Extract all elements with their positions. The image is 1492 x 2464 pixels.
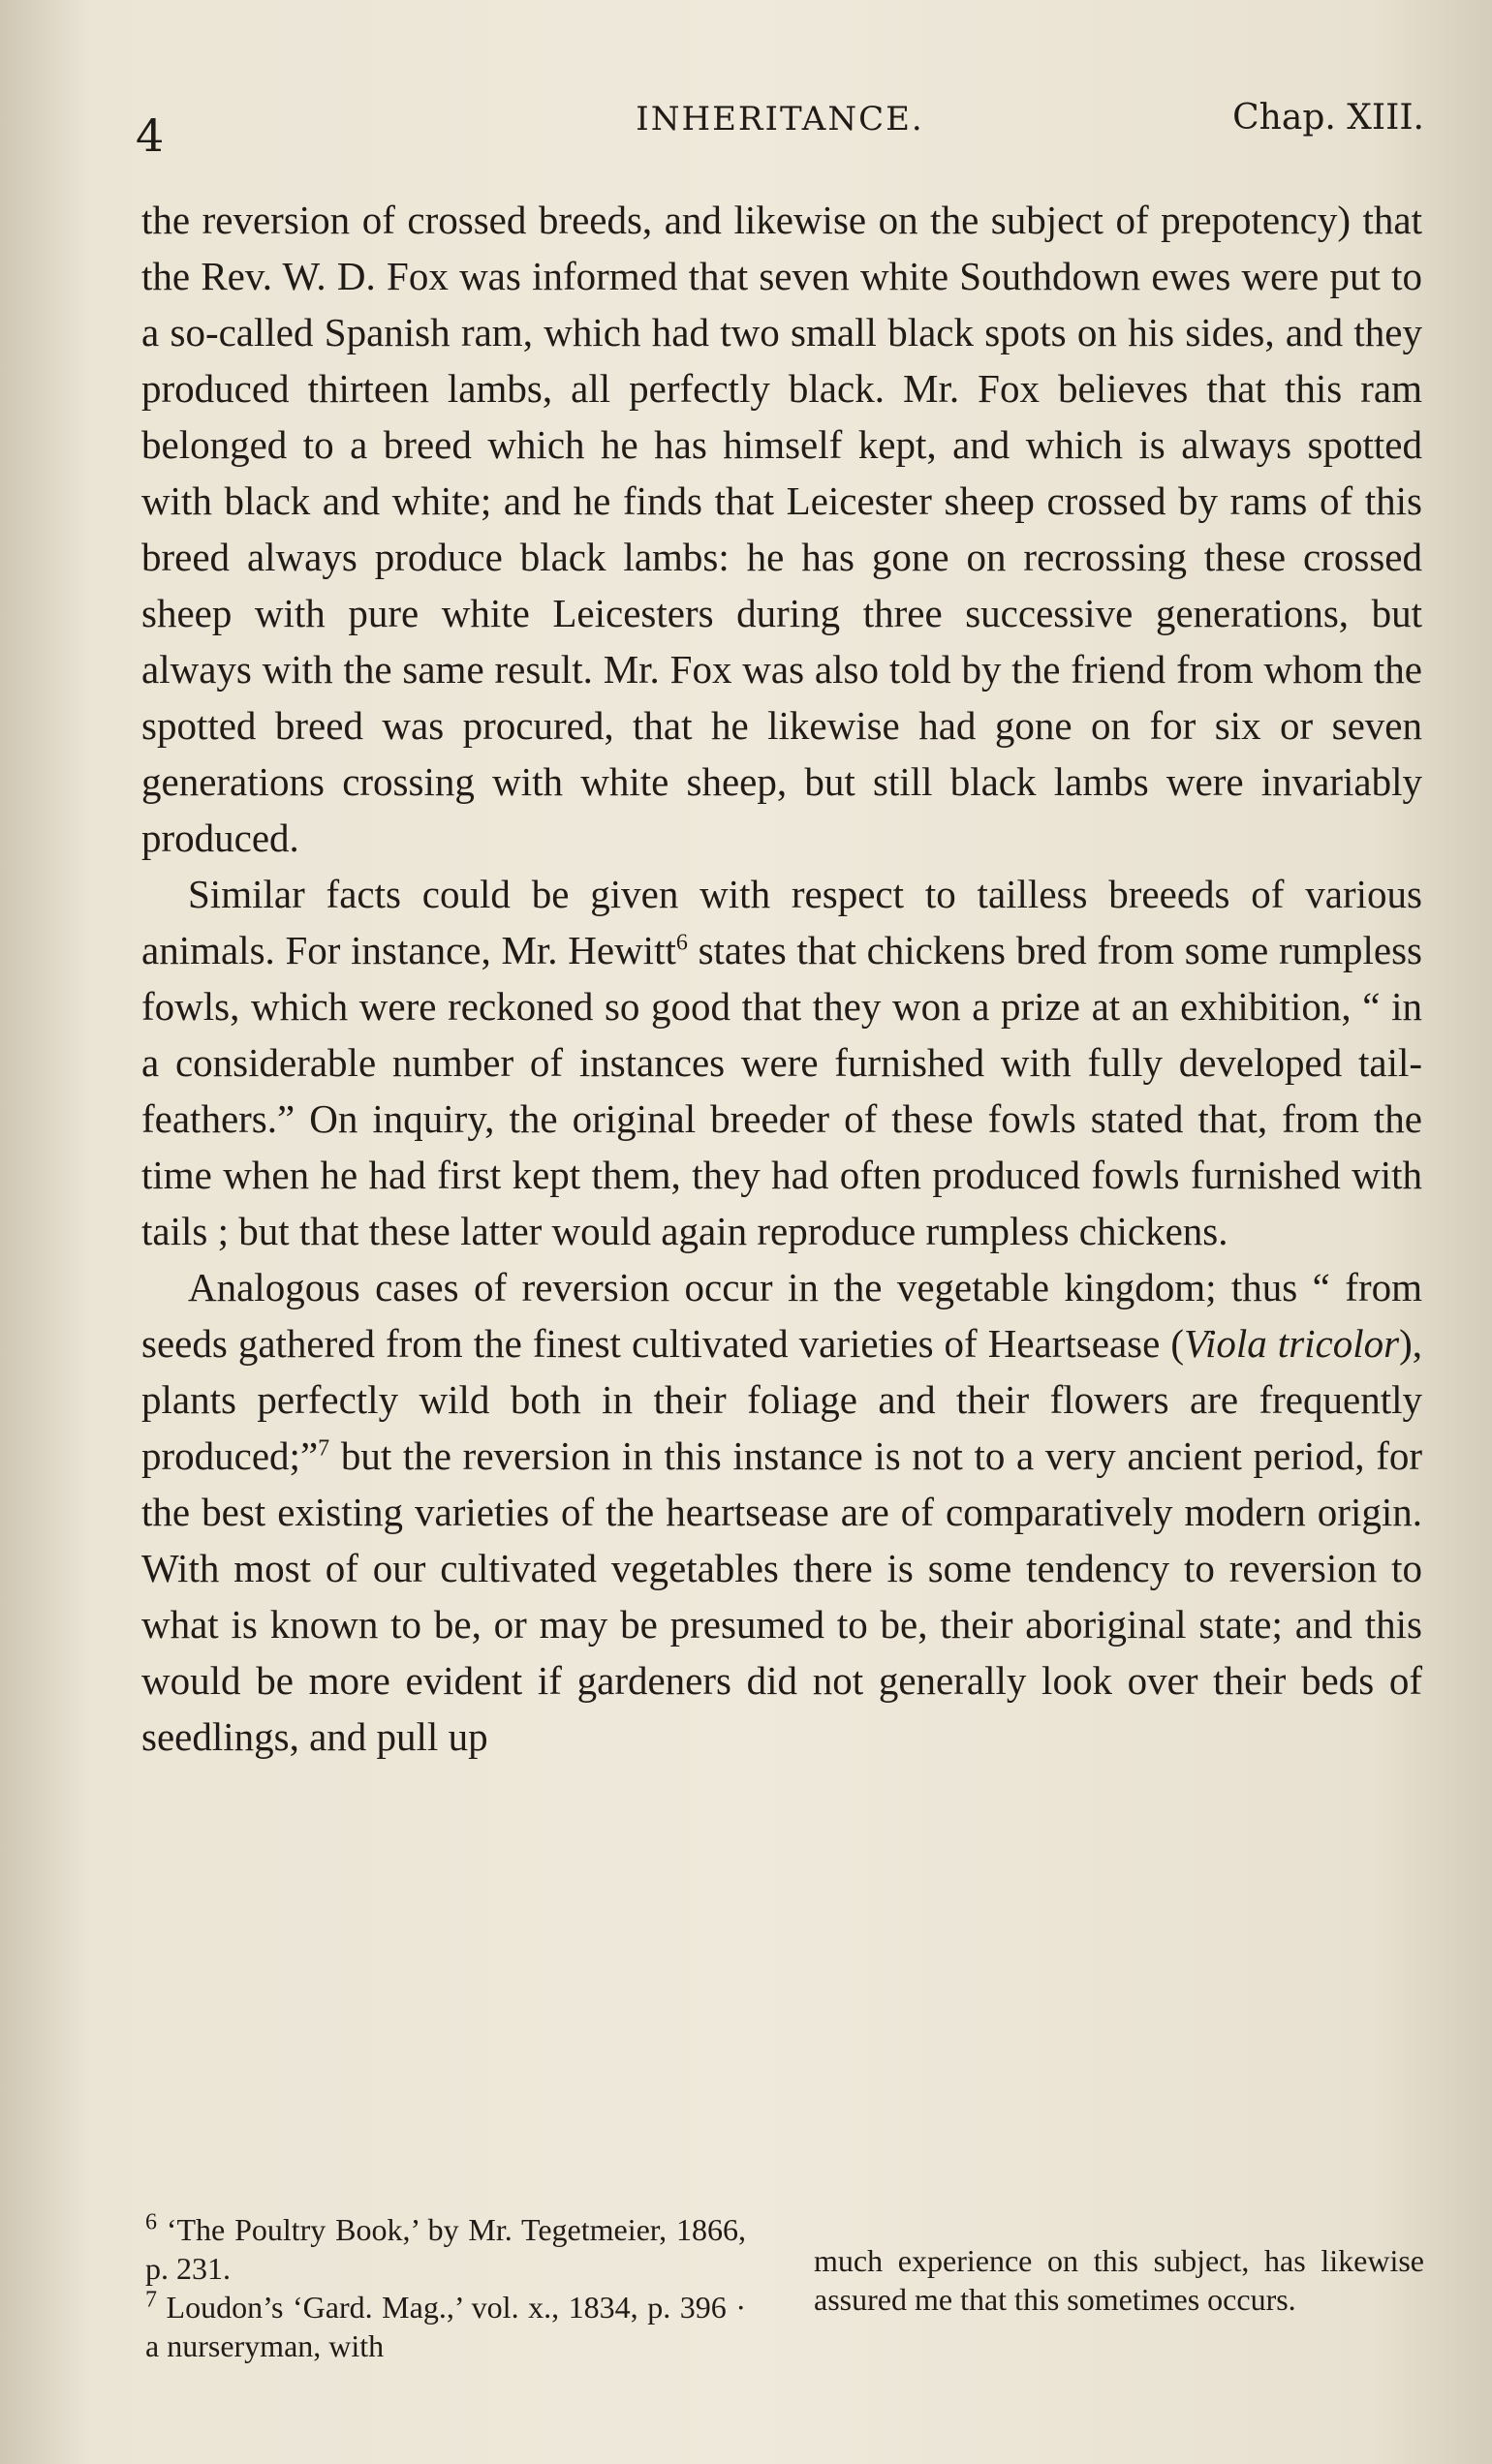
paragraph-2-text-a: Similar facts could be given with respect to tailless breeeds of various animals. For instance, Mr. Hewitt	[141, 872, 1422, 972]
footnotes-left-column	[145, 2210, 746, 2365]
species-name: Viola tricolor	[1183, 1321, 1400, 1366]
body-text	[141, 192, 1422, 1765]
paragraph-3-text-b: ), plants perfectly wild both in their foliage and their flowers are frequently produced;”	[141, 1321, 1422, 1478]
page-header	[136, 92, 1424, 162]
footnote-6-text: ‘The Poultry Book,’ by Mr. Tegetmeier, 1866, p. 231.	[145, 2212, 746, 2286]
paragraph-2-text-b: states that chickens bred from some rumpless fowls, which were reckoned so good that they won a prize at an exhibition, “ in a considerable number of instances were furnished with fully developed tail-feathers.” On inquiry, the original breeder of these fowls stated that, from the time when he had first kept them, they had often produced fowls furnished with tails ; but that these latter would again reproduce rumpless chickens.	[141, 928, 1422, 1253]
footnote-6-number: 6	[145, 2209, 157, 2235]
running-title: INHERITANCE.	[636, 100, 924, 139]
page-number: 4	[136, 109, 165, 162]
footnote-7-continuation: much experience on this subject, has likewise assured me that this sometimes occurs.	[814, 2243, 1424, 2317]
footnote-ref-6: 6	[675, 930, 688, 956]
footnote-7-number: 7	[145, 2287, 157, 2313]
paragraph-3-text-c: but the reversion in this instance is not to a very ancient period, for the best existing varieties of the heartsease are of comparatively modern origin. With most of our cultivated vegetables there is some tendency to reversion to what is known to be, or may be presumed to be, their aboriginal state; and this would be more evident if gardeners did not generally look over their beds of seedlings, and pull up	[141, 1433, 1422, 1759]
footnote-6	[145, 2210, 746, 2288]
footnote-7	[145, 2288, 746, 2365]
footnote-7-text: Loudon’s ‘Gard. Mag.,’ vol. x., 1834, p. 396 · a nurseryman, with	[145, 2290, 746, 2363]
footnote-ref-7: 7	[318, 1435, 330, 1462]
footnotes-right-column	[814, 2210, 1424, 2365]
paragraph-1-text: the reversion of crossed breeds, and likewise on the subject of prepotency) that the Rev. W. D. Fox was informed that seven white Southdown ewes were put to a so-called Spanish ram, which had two small black spots on his sides, and they produced thirteen lambs, all perfectly black. Mr. Fox believes that this ram belonged to a breed which he has himself kept, and which is always spotted with black and white; and he finds that Leicester sheep crossed by rams of this breed always produce black lambs: he has gone on recrossing these crossed sheep with pure white Leicesters during three successive generations, but always with the same result. Mr. Fox was also told by the friend from whom the spotted breed was procured, that he likewise had gone on for six or seven generations crossing with white sheep, but still black lambs were invariably produced.	[141, 198, 1422, 860]
chapter-label: Chap. XIII.	[1232, 98, 1424, 138]
paragraph-1	[141, 192, 1422, 866]
paragraph-3	[141, 1259, 1422, 1765]
paragraph-2	[141, 866, 1422, 1259]
footnotes	[145, 2210, 1424, 2365]
paragraph-3-text-a: Analogous cases of reversion occur in the vegetable kingdom; thus “ from seeds gathered from the finest cultivated varieties of Heartsease (	[141, 1265, 1422, 1366]
